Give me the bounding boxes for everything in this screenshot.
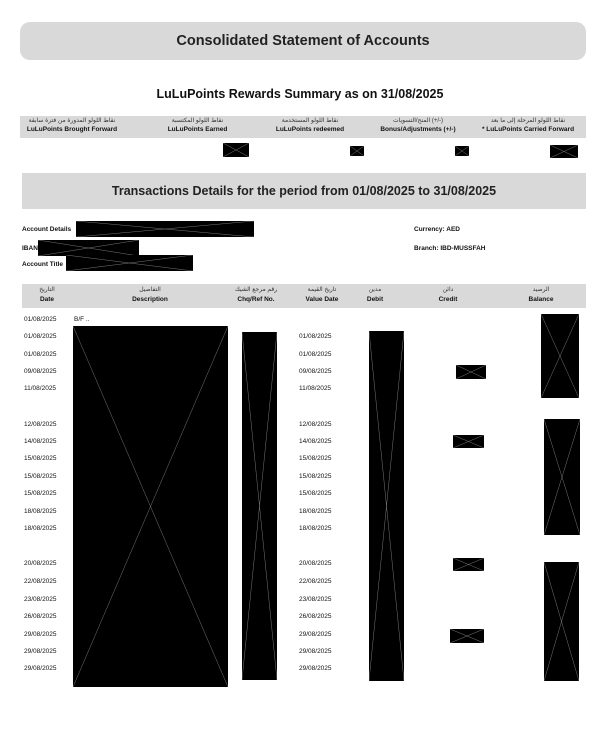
row-date: 23/08/2025 <box>24 596 57 603</box>
row-value-date: 12/08/2025 <box>299 421 332 428</box>
row-value-date: 15/08/2025 <box>299 455 332 462</box>
summary-col-brought-forward <box>22 117 122 134</box>
row-date: 20/08/2025 <box>24 560 57 567</box>
summary-col-bonus <box>368 117 468 134</box>
th-en: Description <box>132 296 168 303</box>
redacted-account-title <box>66 255 193 271</box>
th-ar: دائن <box>442 287 454 293</box>
th-en: Credit <box>438 296 458 303</box>
th-ar: تاريخ القيمة <box>307 287 337 293</box>
row-value-date: 23/08/2025 <box>299 596 332 603</box>
th-value-date <box>292 286 352 304</box>
redacted-redeemed <box>350 146 364 156</box>
account-title-label: Account Title <box>22 261 64 268</box>
th-chq-ref <box>224 286 288 304</box>
summary-col-ar: نقاط اللولو المستخدمة <box>281 118 339 124</box>
row-date: 01/08/2025 <box>24 333 57 340</box>
row-value-date: 18/08/2025 <box>299 508 332 515</box>
summary-col-en: LuLuPoints Brought Forward <box>26 125 118 133</box>
summary-col-redeemed <box>260 117 360 134</box>
row-date: 09/08/2025 <box>24 368 57 375</box>
redacted-earned <box>223 143 249 157</box>
summary-col-ar: المنح/التسويات (+/-) <box>392 118 444 124</box>
th-ar: التفاصيل <box>139 287 161 293</box>
summary-col-ar: نقاط اللولو المدورة من فترة سابقة <box>28 118 116 124</box>
redacted-carried-forward <box>550 145 578 158</box>
row-date: 29/08/2025 <box>24 631 57 638</box>
redacted-credit-4 <box>450 629 484 643</box>
redacted-balance-2 <box>544 419 580 535</box>
summary-col-carried-forward <box>472 117 584 134</box>
summary-col-en: LuLuPoints redeemed <box>275 125 345 133</box>
row-value-date: 09/08/2025 <box>299 368 332 375</box>
th-en: Date <box>39 296 55 303</box>
row-date: 26/08/2025 <box>24 613 57 620</box>
redacted-iban <box>38 240 139 256</box>
branch-label: Branch: IBD-MUSSFAH <box>414 245 486 252</box>
bf-date: 01/08/2025 <box>24 316 57 323</box>
th-description <box>100 286 200 304</box>
row-date: 18/08/2025 <box>24 508 57 515</box>
iban-label: IBAN <box>22 245 38 252</box>
row-date: 15/08/2025 <box>24 473 57 480</box>
th-ar: رقم مرجع الشيك <box>234 287 278 293</box>
redacted-credit-2 <box>453 435 484 448</box>
row-date: 15/08/2025 <box>24 455 57 462</box>
row-value-date: 15/08/2025 <box>299 473 332 480</box>
summary-col-earned <box>145 117 250 134</box>
row-value-date: 29/08/2025 <box>299 665 332 672</box>
row-date: 29/08/2025 <box>24 648 57 655</box>
th-ar: مدين <box>368 287 382 293</box>
th-en: Chq/Ref No. <box>237 296 275 303</box>
redacted-debit-column <box>369 331 404 681</box>
th-en: Balance <box>528 296 554 303</box>
redacted-credit-3 <box>453 558 484 571</box>
transactions-title: Transactions Details for the period from 01/08/2025 to 31/08/2025 <box>22 173 586 209</box>
th-en: Debit <box>366 296 384 303</box>
redacted-credit-1 <box>456 365 486 379</box>
row-date: 18/08/2025 <box>24 525 57 532</box>
row-value-date: 29/08/2025 <box>299 648 332 655</box>
row-value-date: 29/08/2025 <box>299 631 332 638</box>
redacted-balance-1 <box>541 314 579 398</box>
th-ar: التاريخ <box>39 287 55 293</box>
row-date: 15/08/2025 <box>24 490 57 497</box>
th-date <box>22 286 72 304</box>
statement-title: Consolidated Statement of Accounts <box>20 22 586 60</box>
currency-label: Currency: AED <box>414 226 460 233</box>
row-date: 29/08/2025 <box>24 665 57 672</box>
redacted-bonus <box>455 146 469 156</box>
row-value-date: 22/08/2025 <box>299 578 332 585</box>
row-value-date: 18/08/2025 <box>299 525 332 532</box>
redacted-chq-ref-column <box>242 332 277 680</box>
row-value-date: 26/08/2025 <box>299 613 332 620</box>
redacted-balance-3 <box>544 562 579 681</box>
bf-description: B/F .. <box>74 316 90 323</box>
row-value-date: 01/08/2025 <box>299 333 332 340</box>
summary-col-ar: نقاط اللولو المرحلة إلى ما بعد <box>490 118 566 124</box>
row-value-date: 11/08/2025 <box>299 385 332 392</box>
redacted-description-column <box>73 326 228 687</box>
summary-col-ar: نقاط اللولو المكتسبة <box>171 118 224 124</box>
th-credit <box>428 286 468 304</box>
summary-col-en: LuLuPoints Earned <box>167 125 228 133</box>
th-ar: الرصيد <box>532 287 550 293</box>
row-date: 14/08/2025 <box>24 438 57 445</box>
rewards-summary-title: LuLuPoints Rewards Summary as on 31/08/2025 <box>156 87 444 101</box>
row-value-date: 01/08/2025 <box>299 351 332 358</box>
th-balance <box>516 286 566 304</box>
redacted-account-details <box>76 221 254 237</box>
row-date: 12/08/2025 <box>24 421 57 428</box>
account-details-label: Account Details <box>22 226 72 233</box>
th-en: Value Date <box>305 296 339 303</box>
row-date: 01/08/2025 <box>24 351 57 358</box>
summary-col-en: * LuLuPoints Carried Forward <box>481 125 575 133</box>
row-value-date: 20/08/2025 <box>299 560 332 567</box>
th-debit <box>355 286 395 304</box>
row-date: 11/08/2025 <box>24 385 57 392</box>
row-date: 22/08/2025 <box>24 578 57 585</box>
summary-col-en: Bonus/Adjustments (+/-) <box>380 125 456 133</box>
row-value-date: 14/08/2025 <box>299 438 332 445</box>
row-value-date: 15/08/2025 <box>299 490 332 497</box>
